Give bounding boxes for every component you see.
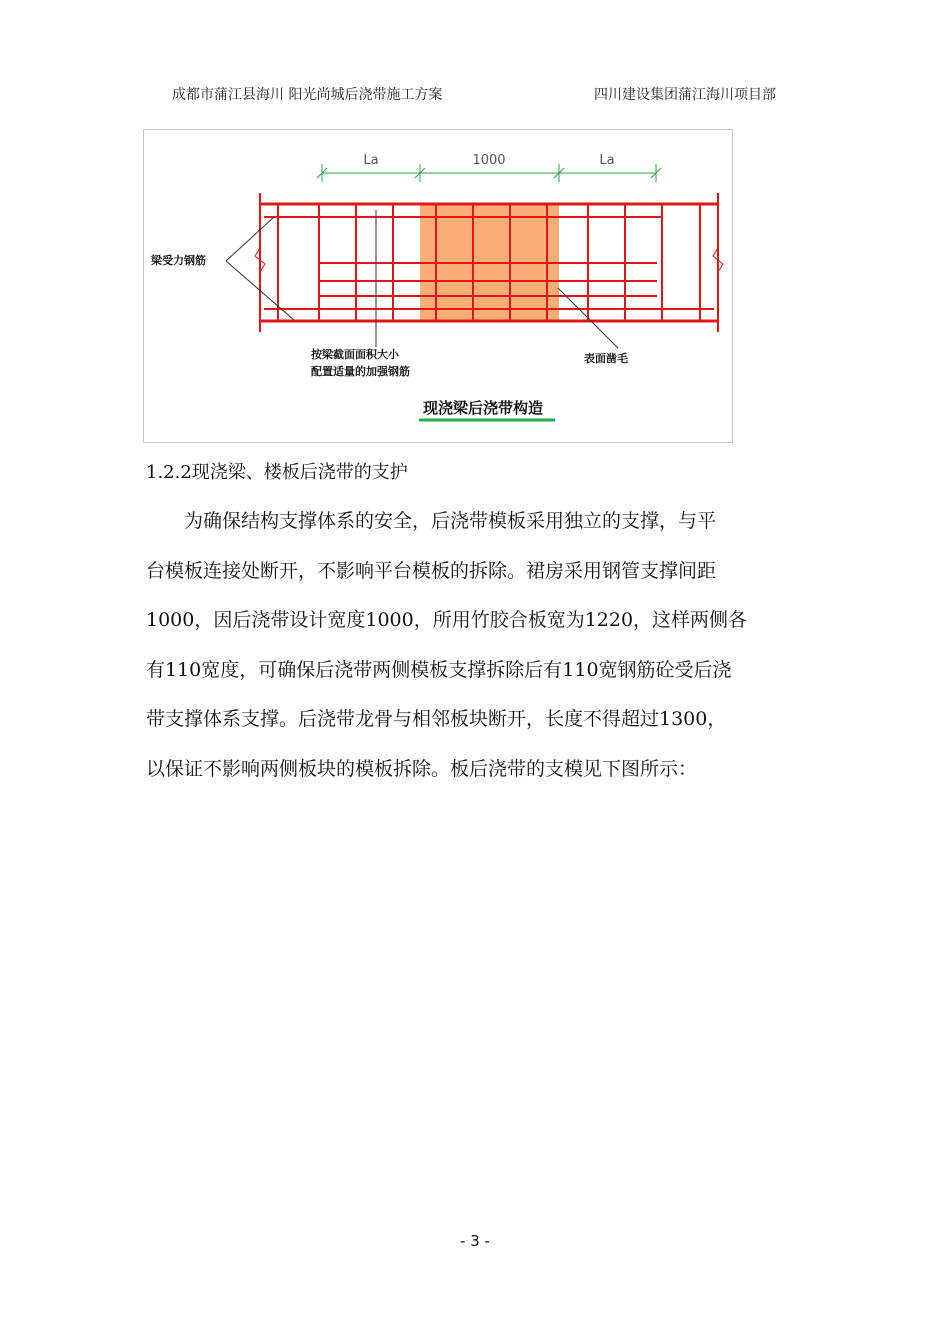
dimension-label-middle: 1000 [472,153,506,168]
header-document-title: 成都市蒲江县海川 阳光尚城后浇带施工方案 [172,87,443,103]
paragraph-line: 以保证不影响两侧板块的模板拆除。板后浇带的支模见下图所示： [146,757,698,780]
body-paragraph [146,497,810,794]
dimension-label-right: La [599,153,615,168]
beam-post-pour-band-figure [143,129,733,443]
label-beam-rebar: 梁受力钢筋 [151,254,206,267]
page-number: - 3 - [460,1232,490,1250]
paragraph-line: 为确保结构支撑体系的安全，后浇带模板采用独立的支撑，与平 [184,510,717,532]
label-surface-roughen: 表面凿毛 [584,352,628,365]
beam-diagram [144,130,734,444]
header-organization: 四川建设集团蒲江海川项目部 [594,87,776,103]
label-reinforce-line2: 配置适量的加强钢筋 [311,365,410,378]
dimension-label-left: La [363,153,379,168]
paragraph-line: 台模板连接处断开，不影响平台模板的拆除。裙房采用钢管支撑间距 [146,559,717,582]
paragraph-line: 带支撑体系支撑。后浇带龙骨与相邻板块断开，长度不得超过1300， [146,708,727,730]
paragraph-line: 1000，因后浇带设计宽度1000，所用竹胶合板宽为1220，这样两侧各 [146,609,748,631]
paragraph-line: 有110宽度，可确保后浇带两侧模板支撑拆除后有110宽钢筋砼受后浇 [146,658,732,681]
label-reinforce-line1: 按梁截面面积大小 [311,348,399,361]
section-heading: 1.2.2现浇梁、楼板后浇带的支护 [146,462,408,483]
figure-title: 现浇梁后浇带构造 [423,399,544,417]
